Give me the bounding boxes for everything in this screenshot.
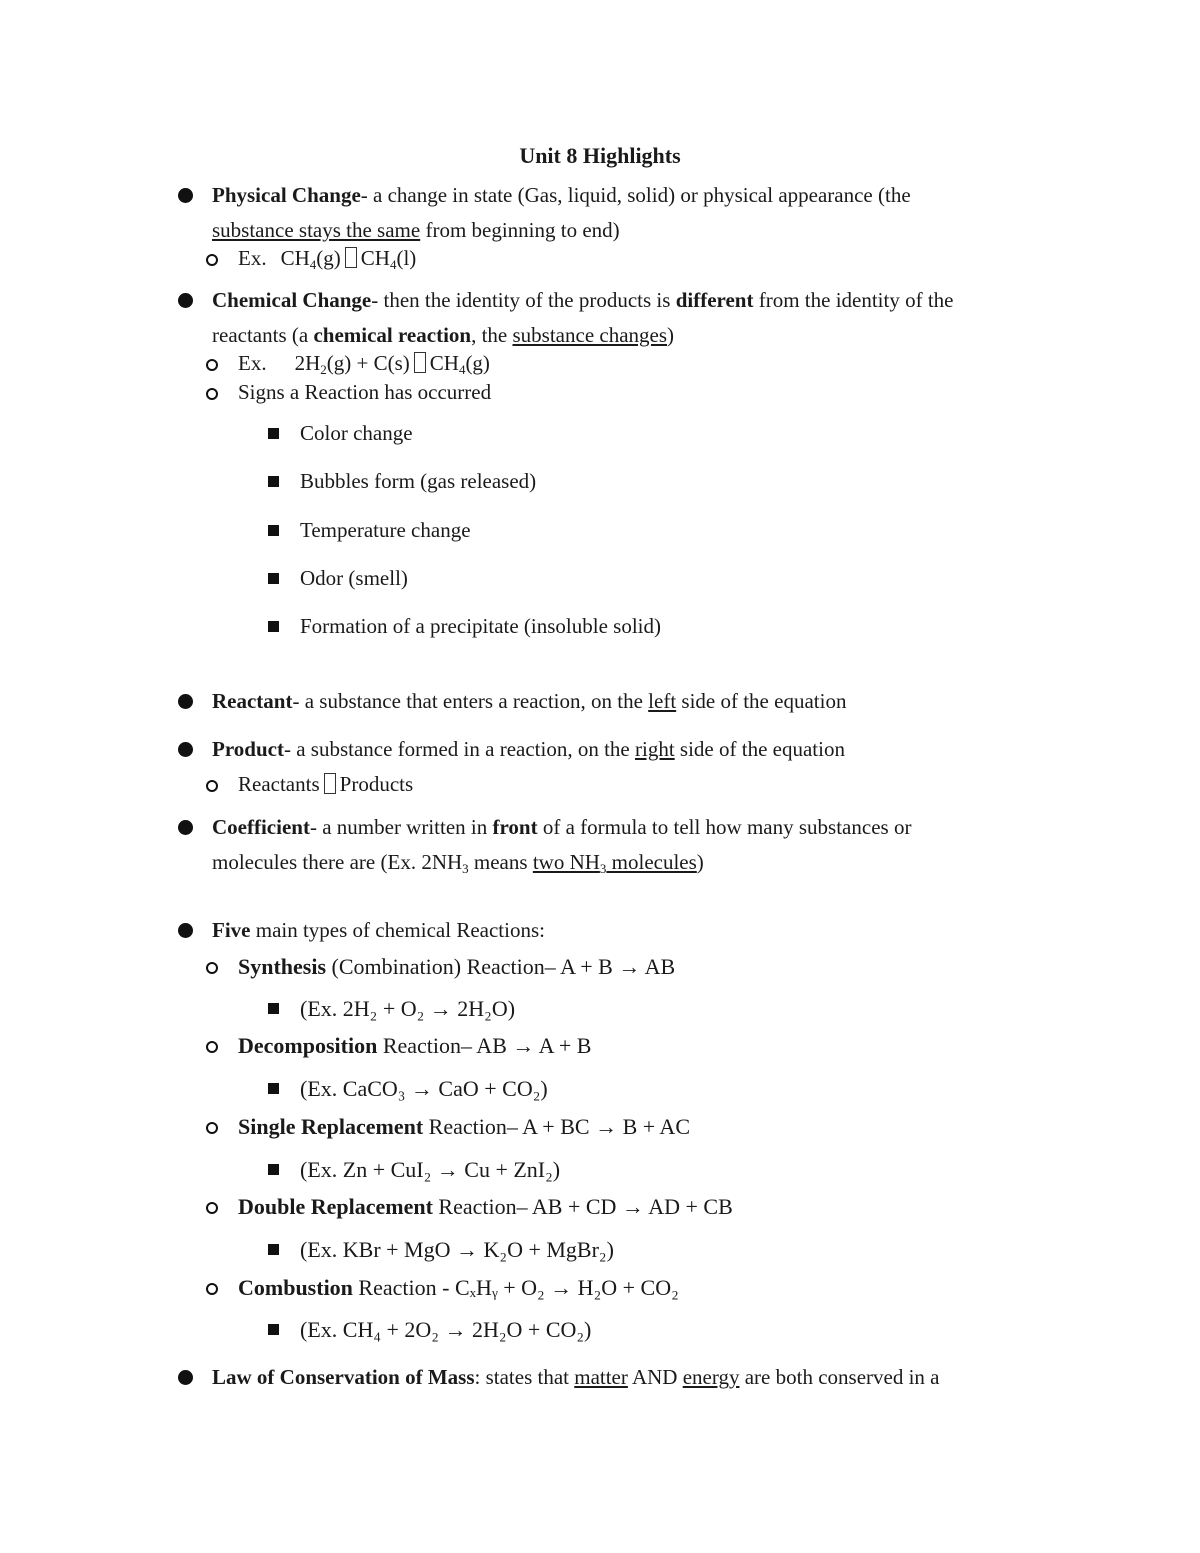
list-item-physical-change: [212, 178, 911, 213]
page-title: Unit 8 Highlights: [519, 143, 681, 168]
reaction-type-double-replacement: Double Replacement Reaction– AB + CD → AD + CB: [238, 1189, 733, 1224]
reaction-example: (Ex. KBr + MgO → K₂O + MgBr₂): [300, 1232, 614, 1267]
sign-item: Bubbles form (gas released): [300, 464, 536, 499]
sign-item: Odor (smell): [300, 561, 408, 596]
sub-item-chemical-example: Ex. $2H_2(g) + C(s)$ $CH_4(g)$: [238, 346, 490, 381]
sub-item-reactants-products: Reactants Products: [238, 767, 413, 802]
list-item-coefficient: Coefficient- a number written in front of a formula to tell how many substances or: [212, 810, 911, 845]
list-item-reaction-types: Five main types of chemical Reactions:: [212, 913, 545, 948]
missing-glyph-icon: [324, 773, 336, 794]
definition-continuation: reactants (a chemical reaction, the substance changes): [212, 323, 675, 347]
missing-glyph-icon: [345, 247, 357, 268]
sign-item: Formation of a precipitate (insoluble solid): [300, 609, 661, 644]
missing-glyph-icon: [414, 352, 426, 373]
list-item-conservation-of-mass: Law of Conservation of Mass: states that matter AND energy are both conserved in a: [212, 1360, 940, 1395]
sign-item: Temperature change: [300, 513, 471, 548]
sub-item-signs: Signs a Reaction has occurred: [238, 375, 491, 410]
reaction-example: (Ex. Zn + CuI₂ → Cu + ZnI₂): [300, 1152, 560, 1187]
definition-continuation: molecules there are (Ex. $2NH_3$ means two $NH_3$ molecules): [212, 850, 704, 876]
term-physical-change: Physical Change: [212, 183, 361, 207]
list-item-chemical-change: Chemical Change- then the identity of the products is different from the identity of the: [212, 283, 954, 318]
list-item-product: Product- a substance formed in a reaction, on the right side of the equation: [212, 732, 845, 767]
reaction-type-synthesis: Synthesis (Combination) Reaction– A + B → AB: [238, 949, 675, 984]
definition-physical-change: - a change in state (Gas, liquid, solid) or physical appearance (the: [360, 183, 911, 207]
sign-item: Color change: [300, 416, 413, 451]
list-item-reactant: Reactant- a substance that enters a reaction, on the left side of the equation: [212, 684, 846, 719]
reaction-example: (Ex. CH₄ + 2O₂ → 2H₂O + CO₂): [300, 1312, 591, 1347]
reaction-example: (Ex. 2H₂ + O₂ → 2H₂O): [300, 991, 515, 1026]
reaction-type-combustion: Combustion Reaction - CₓHᵧ + O₂ → H₂O + CO₂: [238, 1270, 679, 1305]
sub-item-physical-example: Ex. $CH_4(g)$ $CH_4(l)$: [238, 241, 416, 276]
reaction-type-single-replacement: Single Replacement Reaction– A + BC → B + AC: [238, 1109, 690, 1144]
reaction-type-decomposition: Decomposition Reaction– AB → A + B: [238, 1028, 591, 1063]
definition-continuation: substance stays the same from beginning to end): [212, 218, 620, 242]
reaction-example: (Ex. CaCO₃ → CaO + CO₂): [300, 1071, 548, 1106]
